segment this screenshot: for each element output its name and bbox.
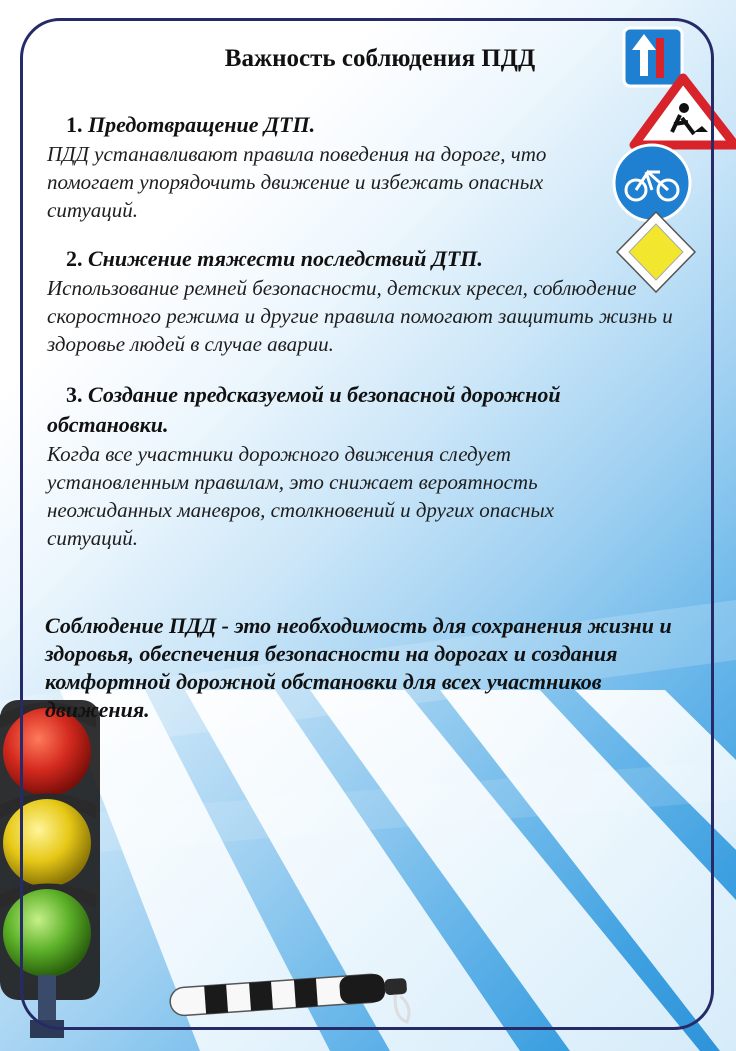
section-title: Предотвращение ДТП. — [88, 112, 316, 137]
section-3 — [47, 380, 647, 552]
section-text: ПДД устанавливают правила поведения на дороге, что помогает упорядочить движение и избежать опасных ситуаций. — [47, 142, 547, 222]
section-text: Использование ремней безопасности, детских кресел, соблюдение скоростного режима и другие правила помогают защитить жизнь и здоровье людей в случае аварии. — [47, 276, 673, 356]
section-1 — [47, 110, 637, 224]
section-text: Когда все участники дорожного движения следует установленным правилам, это снижает вероятность неожиданных маневров, столкновений и других опасных ситуаций. — [47, 442, 555, 550]
section-title: Создание предсказуемой и безопасной дорожной обстановки. — [47, 382, 561, 437]
road-works-sign-icon — [634, 78, 735, 145]
page-title: Важность соблюдения ПДД — [224, 45, 536, 72]
section-heading — [47, 380, 647, 440]
section-heading — [47, 244, 697, 274]
section-heading — [47, 110, 637, 140]
section-title: Снижение тяжести последствий ДТП. — [88, 246, 483, 271]
conclusion-text: Соблюдение ПДД - это необходимость для сохранения жизни и здоровья, обеспечения безопасности на дорогах и создания комфортной дорожной обстановки для всех участников движения. — [45, 613, 672, 722]
section-number: 1. — [66, 112, 83, 137]
section-number: 3. — [66, 382, 83, 407]
section-number: 2. — [66, 246, 83, 271]
section-2 — [47, 244, 697, 358]
